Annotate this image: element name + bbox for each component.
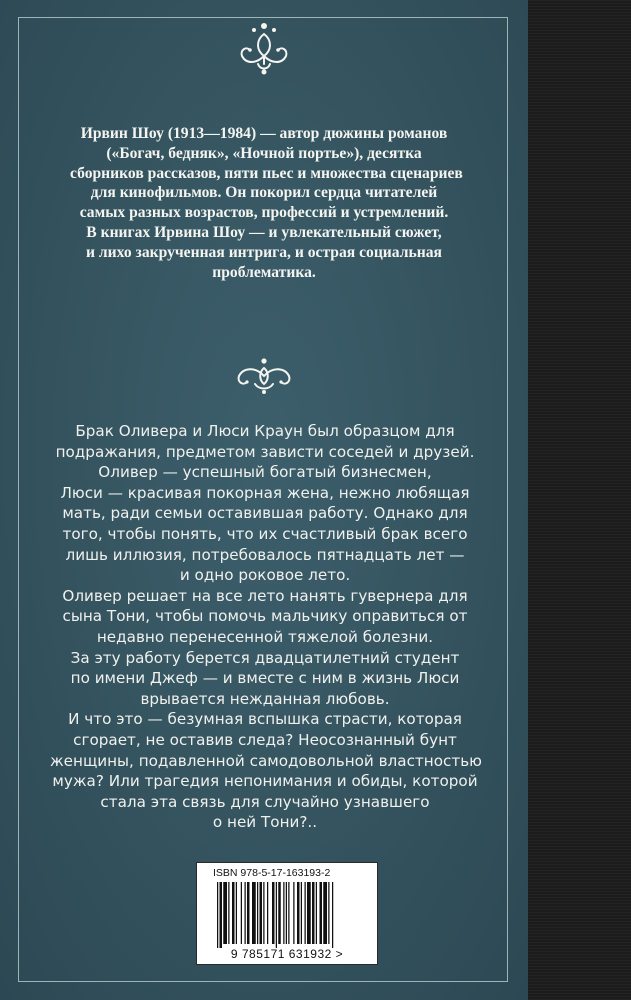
barcode-bar <box>288 882 289 944</box>
barcode-bar <box>276 882 277 948</box>
barcode-bar <box>278 882 281 944</box>
barcode-bar <box>272 882 275 944</box>
annotation-line: мужа? Или трагедия непонимания и обиды, которой <box>52 772 478 791</box>
annotation-line: За эту работу берется двадцатилетний студент <box>70 648 460 667</box>
author-bio <box>70 124 463 282</box>
barcode-bar <box>297 882 300 944</box>
annotation-line: лишь иллюзия, потребовалось пятнадцать лет — <box>65 545 465 564</box>
barcode-bar <box>286 882 287 944</box>
annotation-line: врывается нежданная любовь. <box>140 689 390 708</box>
author-bio-line: самых разных возрастов, профессий и устремлений. <box>79 204 449 222</box>
barcode-bar <box>332 882 333 948</box>
barcode-bar <box>228 882 229 944</box>
annotation-line: подражания, предметом зависти соседей и друзей. <box>55 442 475 461</box>
barcode-bar <box>220 882 223 948</box>
annotation-line: стала эта связь для случайно узнавшего <box>100 792 430 811</box>
annotation-line: Оливер — успешный богатый бизнесмен, <box>98 463 432 482</box>
barcode-bar <box>305 882 306 944</box>
author-bio-line: для кинофильмов. Он покорил сердца читателей <box>90 184 438 202</box>
annotation-line: И что это — безумная вспышка страсти, которая <box>68 710 462 729</box>
barcode-bar <box>320 882 323 944</box>
annotation-line: того, чтобы понять, что их счастливый брак всего <box>62 524 468 543</box>
barcode-bar <box>245 882 246 944</box>
annotation-line: сына Тони, чтобы помочь мальчику оправиться от <box>62 607 468 626</box>
annotation-line: о ней Тони?.. <box>212 813 318 832</box>
author-bio-line: сборников рассказов, пяти пьес и множества сценариев <box>70 164 463 182</box>
annotation-line: недавно перенесенной тяжелой болезни. <box>96 627 434 646</box>
barcode-bar <box>267 882 268 944</box>
isbn-text: ISBN 978-5-17-163193-2 <box>213 867 331 879</box>
barcode-bar <box>217 882 218 948</box>
barcode-bar <box>232 882 235 944</box>
barcode-bar <box>252 882 256 944</box>
author-bio-line: Ирвин Шоу (1913—1984) — автор дюжины романов <box>80 125 448 142</box>
barcode-bar <box>263 882 264 944</box>
annotation-line: и одно роковое лето. <box>179 566 351 585</box>
book-annotation <box>50 421 480 833</box>
author-bio-line: и лихо закрученная интрига, и острая социальная <box>86 243 442 261</box>
annotation-line: Люси — красивая покорная жена, нежно любящая <box>60 483 470 502</box>
annotation-line: сгорает, не оставив следа? Неосознанный бунт <box>73 730 457 749</box>
book-spine <box>528 0 631 1000</box>
annotation-line: по имени Джеф — и вместе с ним в жизнь Люси <box>70 669 460 688</box>
barcode-bar <box>301 882 302 944</box>
barcode-bar <box>283 882 284 944</box>
annotation-line: мать, ради семьи оставившая работу. Однако для <box>62 504 468 523</box>
barcode-bar <box>323 882 327 944</box>
barcode-bar <box>241 882 242 944</box>
barcode-bar <box>236 882 237 944</box>
barcode-bar <box>312 882 315 944</box>
barcode-bar <box>328 882 329 944</box>
barcode-bar <box>307 882 311 944</box>
barcode-bar <box>247 882 250 944</box>
barcode-bar <box>223 882 227 944</box>
barcode-bar <box>260 882 263 944</box>
barcode-bar <box>293 882 294 944</box>
annotation-line: Оливер решает на все лето нанять гувернера для <box>62 586 468 605</box>
barcode-bar <box>257 882 258 944</box>
author-bio-line: («Богач, бедняк», «Ночной портье»), десятка <box>106 144 422 162</box>
fleur-ornament-icon <box>234 20 294 76</box>
annotation-line: Брак Оливера и Люси Краун был образцом для <box>75 422 455 440</box>
scroll-ornament-icon <box>233 356 295 396</box>
barcode-bar <box>316 882 317 944</box>
annotation-line: женщины, подавленной самодовольной властностью <box>50 751 482 770</box>
ean-digits: 9 785171 631932 > <box>230 947 344 961</box>
barcode-box <box>196 862 378 965</box>
author-bio-line: В книгах Ирвина Шоу — и увлекательный сюжет, <box>86 223 442 241</box>
author-bio-line: проблематика. <box>212 263 316 281</box>
